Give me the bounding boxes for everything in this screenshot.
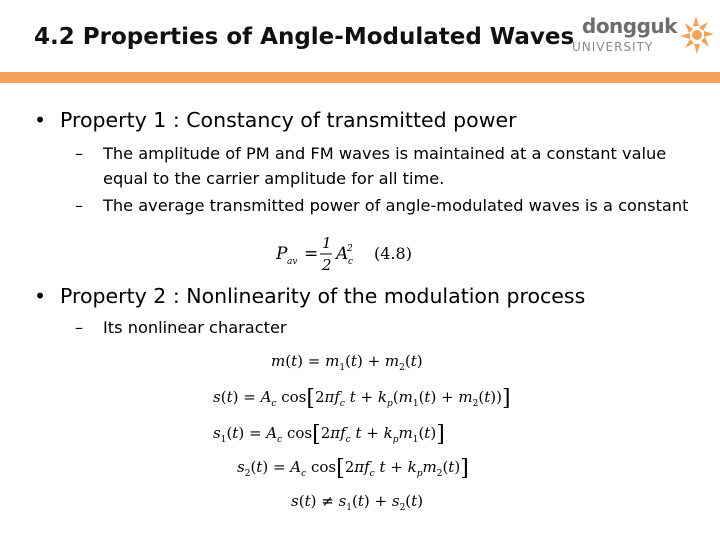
- equation-number: (4.8): [374, 244, 412, 263]
- property1-heading: [34, 108, 517, 132]
- dash-marker: –: [75, 196, 84, 215]
- property2-text: Property 2 : Nonlinearity of the modulation process: [60, 284, 586, 308]
- logo-subtitle: UNIVERSITY: [572, 40, 654, 54]
- accent-bar: [0, 72, 720, 83]
- property2-sub-1: [75, 315, 695, 340]
- nonlinearity-equations: [205, 346, 535, 516]
- university-logo: [572, 14, 720, 62]
- bullet-marker: •: [34, 108, 47, 132]
- svg-text:2: 2: [347, 244, 353, 254]
- logo-wordmark: dongguk: [582, 14, 677, 38]
- svg-text:1: 1: [322, 234, 332, 252]
- svg-text:=: =: [304, 244, 319, 264]
- property1-sub-1-text: The amplitude of PM and FM waves is maintained at a constant value equal to the carrier amplitude for all time.: [103, 144, 667, 188]
- property1-text: Property 1 : Constancy of transmitted power: [60, 108, 517, 132]
- svg-text:2: 2: [322, 256, 332, 274]
- svg-text:s1(t) = Ac cos[2πfc t + kpm1(t: $s_1(t) = A_c$ $\cos[2\pi f_c$ $t + k_pm_1(t)$]: [213, 422, 445, 447]
- sun-logo-icon: [676, 14, 716, 58]
- svg-text:s(t) = Ac cos[2πfc t + kp(m1(t: $s(t) = A_c$ $\cos[2\pi f_c$ $t + k_p(m_1(t) + m_2(t))$]: [213, 386, 511, 411]
- svg-text:c: c: [348, 257, 354, 267]
- dash-marker: –: [75, 144, 84, 163]
- svg-text:m(t) = m1(t) + m2(t): $m(t) = m_1(t) + m_2(t)$: [271, 352, 423, 373]
- property1-sub-2: [75, 193, 695, 218]
- svg-text:s2(t) = Ac cos[2πfc t + kpm2(t: $s_2(t) = A_c$ $\cos[2\pi f_c$ $t + k_pm_2(t)$]: [237, 456, 469, 481]
- svg-text:P: P: [276, 244, 288, 264]
- property2-heading: [34, 284, 585, 308]
- svg-text:A: A: [336, 244, 349, 264]
- svg-text:av: av: [287, 257, 298, 267]
- slide-title: 4.2 Properties of Angle-Modulated Waves: [34, 24, 575, 50]
- dash-marker: –: [75, 318, 84, 337]
- property1-sub-1: [75, 141, 695, 191]
- property2-sub-1-text: Its nonlinear character: [103, 318, 287, 337]
- property1-sub-2-text: The average transmitted power of angle-modulated waves is a constant: [103, 196, 689, 215]
- bullet-marker: •: [34, 284, 47, 308]
- svg-text:s(t) ≠ s1(t) + s2(t): $s(t) \ne s_1(t) + s_2(t)$: [291, 492, 424, 513]
- equation-average-power: [276, 234, 366, 280]
